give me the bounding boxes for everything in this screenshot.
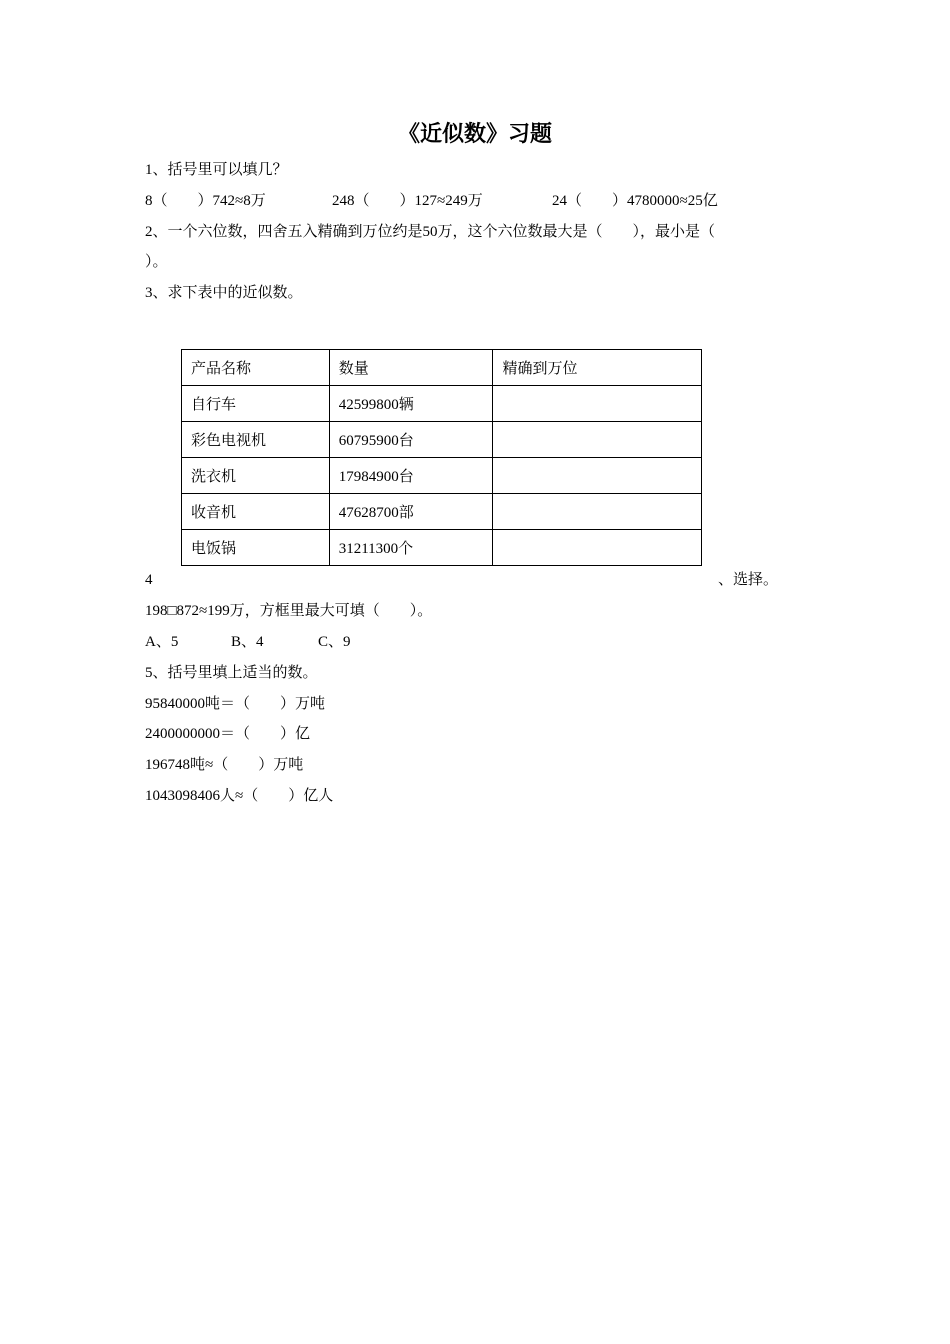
answer-cell[interactable] xyxy=(493,458,702,494)
table-row xyxy=(182,386,702,422)
product-name-cell: 收音机 xyxy=(182,494,330,530)
answer-cell[interactable] xyxy=(493,422,702,458)
q5-item-3: 196748吨≈（ ）万吨 xyxy=(145,757,304,773)
q2-line-2: ）。 xyxy=(145,254,168,270)
q1-prompt: 1、括号里可以填几？ xyxy=(145,162,288,178)
answer-cell[interactable] xyxy=(493,530,702,566)
table-row xyxy=(182,530,702,566)
q4-option-a: A、5 xyxy=(145,634,179,650)
q1-item-2: 248（ ）127≈249万 xyxy=(332,193,483,209)
q5-item-1: 95840000吨＝（ ）万吨 xyxy=(145,696,326,712)
q4-number: 4 xyxy=(145,572,153,588)
product-name-cell: 彩色电视机 xyxy=(182,422,330,458)
quantity-cell: 60795900台 xyxy=(329,422,493,458)
table-header-row xyxy=(182,350,702,386)
quantity-cell: 42599800辆 xyxy=(329,386,493,422)
header-cell: 数量 xyxy=(329,350,493,386)
page-title: 《近似数》习题 xyxy=(397,121,552,147)
product-name-cell: 电饭锅 xyxy=(182,530,330,566)
quantity-cell: 17984900台 xyxy=(329,458,493,494)
q5-item-4: 1043098406人≈（ ）亿人 xyxy=(145,788,334,804)
q4-label: 、选择。 xyxy=(718,572,779,588)
table-row xyxy=(182,422,702,458)
approximation-table xyxy=(181,349,702,566)
q1-item-3: 24（ ）4780000≈25亿 xyxy=(552,193,718,209)
table-row xyxy=(182,494,702,530)
header-cell: 精确到万位 xyxy=(493,350,702,386)
quantity-cell: 47628700部 xyxy=(329,494,493,530)
header-cell: 产品名称 xyxy=(182,350,330,386)
table-row xyxy=(182,458,702,494)
q1-item-1: 8（ ）742≈8万 xyxy=(145,193,266,209)
q5-item-2: 2400000000＝（ ）亿 xyxy=(145,726,311,742)
answer-cell[interactable] xyxy=(493,386,702,422)
q3-prompt: 3、求下表中的近似数。 xyxy=(145,285,303,301)
q2-line-1: 2、一个六位数，四舍五入精确到万位约是50万，这个六位数最大是（ ），最小是（ xyxy=(145,224,716,240)
product-name-cell: 自行车 xyxy=(182,386,330,422)
product-name-cell: 洗衣机 xyxy=(182,458,330,494)
q4-option-b: B、4 xyxy=(231,634,264,650)
answer-cell[interactable] xyxy=(493,494,702,530)
quantity-cell: 31211300个 xyxy=(329,530,493,566)
q5-prompt: 5、括号里填上适当的数。 xyxy=(145,665,318,681)
q4-question: 198□872≈199万，方框里最大可填（ ）。 xyxy=(145,603,433,619)
q4-option-c: C、9 xyxy=(318,634,351,650)
